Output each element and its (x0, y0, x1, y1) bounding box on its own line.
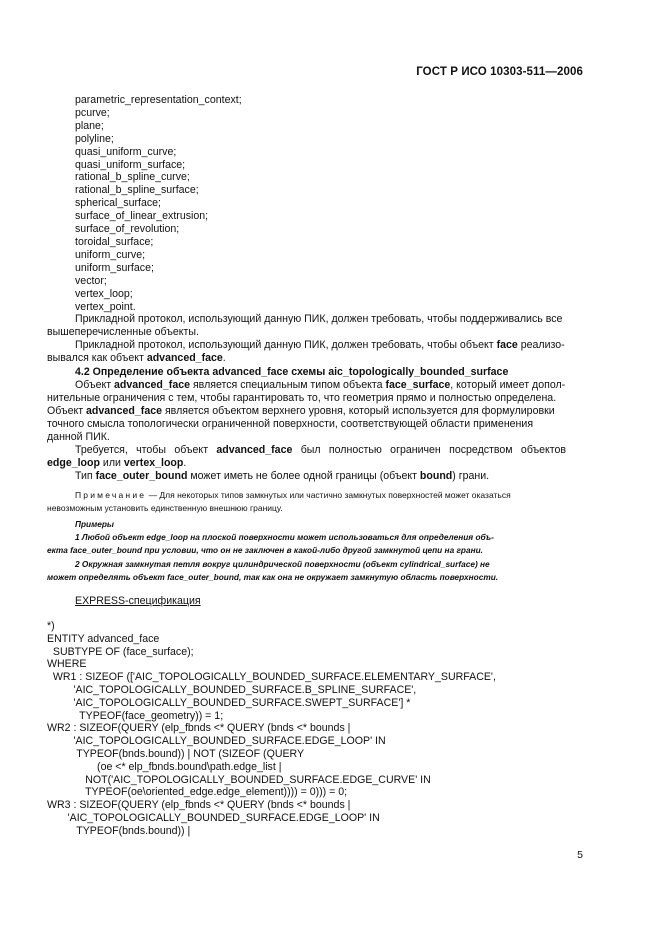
express-code-block (47, 620, 496, 838)
code-line: WR3 : SIZEOF(QUERY (elp_fbnds <* QUERY (bnds <* bounds | (47, 799, 351, 812)
paragraph-bounded: Требуется, чтобы объект advanced_face был полностью ограничен посредством объектов edge_loop или vertex_loop. (47, 444, 567, 470)
code-line: WR2 : SIZEOF(QUERY (elp_fbnds <* QUERY (bnds <* bounds | (47, 722, 351, 735)
list-item: surface_of_revolution; (75, 223, 180, 236)
paragraph-advanced-face-definition: Объект advanced_face является специальным типом объекта face_surface, который имеет допол- нительные ограничения с тем, чтобы гарантировать то, что геометрия прямо и полностью определена. Объект advanced_face является объектом верхнего уровня, который используется для формулировки точного смысла топологически ограниченной поверхности, соответствующей области применения данной ПИК. (47, 379, 566, 444)
note-label: Примечание (75, 490, 147, 500)
code-line: ENTITY advanced_face (47, 632, 160, 645)
list-item: vertex_loop; (75, 287, 133, 300)
list-item: vector; (75, 274, 107, 287)
code-line: 'AIC_TOPOLOGICALLY_BOUNDED_SURFACE.EDGE_LOOP' IN (47, 811, 380, 824)
page-number: 5 (577, 849, 583, 861)
code-line: SUBTYPE OF (face_surface); (47, 645, 194, 658)
section-heading: 4.2 Определение объекта advanced_face схемы aic_topologically_bounded_surface (75, 366, 509, 378)
list-item: rational_b_spline_curve; (75, 171, 190, 184)
list-item: uniform_curve; (75, 248, 146, 261)
list-item: toroidal_surface; (75, 235, 154, 248)
examples-title: Примеры (75, 519, 115, 529)
code-line: TYPEOF(face_geometry)) = 1; (47, 709, 224, 722)
list-item: rational_b_spline_surface; (75, 184, 199, 197)
code-line: 'AIC_TOPOLOGICALLY_BOUNDED_SURFACE.B_SPLINE_SURFACE', (47, 683, 417, 696)
code-line: 'AIC_TOPOLOGICALLY_BOUNDED_SURFACE.SWEPT_SURFACE'] * (47, 696, 411, 709)
code-line: TYPEOF(bnds.bound)) | (47, 824, 191, 837)
code-line: TYPEOF(bnds.bound)) | NOT (SIZEOF (QUERY (47, 747, 305, 760)
document-header: ГОСТ Р ИСО 10303-511—2006 (416, 66, 583, 78)
code-line: *) (47, 620, 55, 632)
examples-block: Примеры 1 Любой объект edge_loop на плоской поверхности может использоваться для определения объ- екта face_outer_bound при условии, что он не заключен в какой-либо другой замкнутой цепи на грани. 2 Окружная замкнутая петля вокруг цилиндрической поверхности (объект cylindrical_surface) не может определять объект face_outer_bound, так как она не окружает замкнутую область поверхности. (47, 518, 585, 584)
express-spec-title: EXPRESS-спецификация (75, 595, 201, 607)
paragraph-requirements: Прикладной протокол, использующий данную ПИК, должен требовать, чтобы поддерживались все вышеперечисленные объекты. (47, 313, 563, 339)
entity-list (75, 94, 242, 313)
list-item: plane; (75, 119, 104, 132)
list-item: parametric_representation_context; (75, 94, 242, 106)
code-line: 'AIC_TOPOLOGICALLY_BOUNDED_SURFACE.EDGE_LOOP' IN (47, 735, 386, 748)
list-item: spherical_surface; (75, 197, 161, 210)
list-item: surface_of_linear_extrusion; (75, 210, 209, 223)
code-line: WHERE (47, 658, 87, 671)
paragraph-face-implementation: Прикладной протокол, использующий данную ПИК, должен требовать, чтобы объект face реализо- вывался как объект advanced_face. (47, 339, 565, 365)
note-block: Примечание — Для некоторых типов замкнутых или частично замкнутых поверхностей может оказаться невозможным установить единственную внешнюю границу. (47, 490, 511, 513)
code-line: (oe <* elp_fbnds.bound\path.edge_list | (47, 760, 282, 773)
code-line: TYPEOF(oe\oriented_edge.edge_element)))) = 0))) = 0; (47, 786, 348, 799)
code-line: WR1 : SIZEOF (['AIC_TOPOLOGICALLY_BOUNDED_SURFACE.ELEMENTARY_SURFACE', (47, 671, 496, 684)
list-item: vertex_point. (75, 300, 136, 313)
list-item: quasi_uniform_curve; (75, 145, 177, 158)
list-item: pcurve; (75, 106, 110, 119)
list-item: quasi_uniform_surface; (75, 158, 186, 171)
list-item: uniform_surface; (75, 261, 154, 274)
code-line: NOT('AIC_TOPOLOGICALLY_BOUNDED_SURFACE.EDGE_CURVE' IN (47, 773, 431, 786)
list-item: polyline; (75, 132, 114, 145)
paragraph-outer-bound: Тип face_outer_bound может иметь не более одной границы (объект bound) грани. (75, 470, 490, 482)
